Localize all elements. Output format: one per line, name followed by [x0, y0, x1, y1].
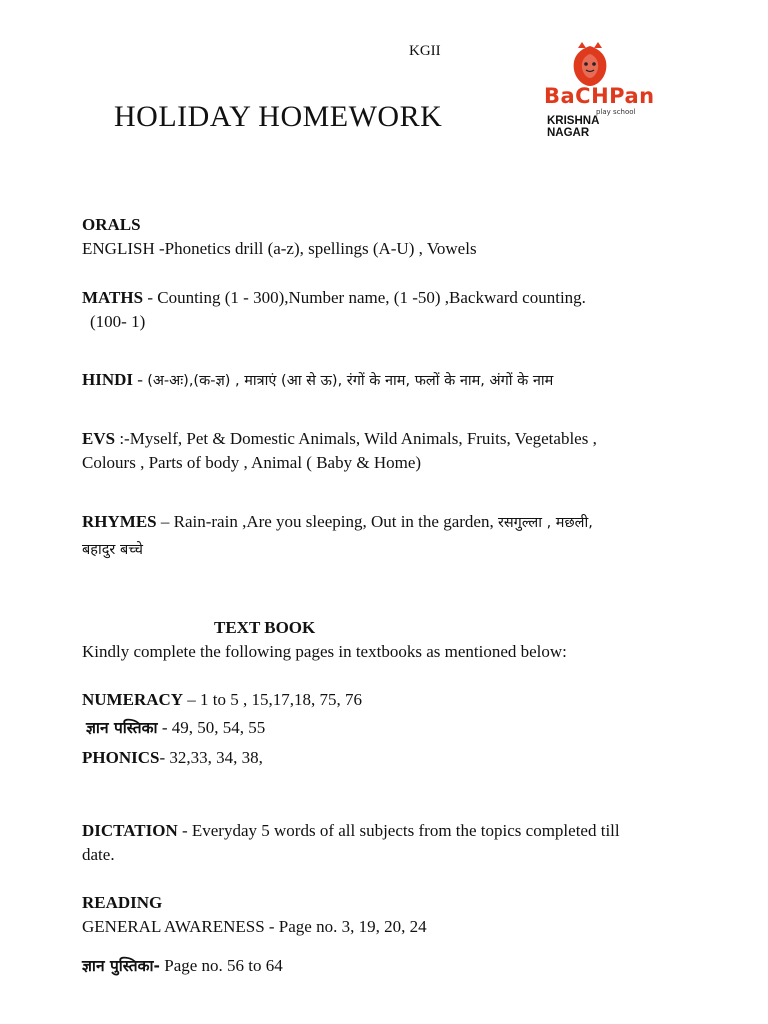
maths-line — [82, 286, 586, 310]
gyan-pustika-line — [82, 954, 283, 978]
dictation-cont: date. — [82, 845, 115, 864]
logo-location: KRISHNA NAGAR — [547, 115, 599, 139]
class-label: KGII — [409, 43, 441, 59]
hindi-text: (अ-अः),(क-ज्ञ) , मात्राएं (आ से ऊ), रंगों के नाम, फलों के नाम, अंगों के नाम — [147, 373, 554, 389]
logo-mark-icon — [568, 42, 612, 88]
school-logo — [538, 42, 655, 139]
hindi-dash: - — [133, 370, 148, 389]
gyan-pastika-text: - 49, 50, 54, 55 — [157, 718, 266, 737]
gyan-pastika-line — [86, 716, 265, 740]
hindi-label: HINDI — [82, 370, 134, 389]
evs-label: EVS — [82, 429, 116, 448]
rhymes-line — [82, 510, 593, 535]
dictation-text: - Everyday 5 words of all subjects from the topics completed till — [177, 821, 620, 840]
gyan-pustika-text: Page no. 56 to 64 — [159, 956, 283, 975]
rhymes-label: RHYMES — [82, 512, 157, 531]
rhymes-hindi: रसगुल्ला , मछली, — [497, 515, 593, 531]
rhymes-cont: बहादुर बच्चे — [82, 542, 143, 558]
hindi-line — [82, 368, 553, 393]
english-line: ENGLISH -Phonetics drill (a-z), spellings (A-U) , Vowels — [82, 239, 477, 258]
phonics-text: - 32,33, 34, 38, — [159, 748, 263, 767]
numeracy-label: NUMERACY — [82, 690, 184, 709]
dictation-label: DICTATION — [82, 821, 178, 840]
page-title: HOLIDAY HOMEWORK — [114, 100, 443, 133]
textbook-intro: Kindly complete the following pages in textbooks as mentioned below: — [82, 642, 567, 661]
evs-text: :-Myself, Pet & Domestic Animals, Wild Animals, Fruits, Vegetables , — [115, 429, 597, 448]
phonics-line — [82, 746, 263, 770]
evs-cont: Colours , Parts of body , Animal ( Baby & Home) — [82, 453, 422, 472]
gyan-pastika-label: ज्ञान पस्तिका — [86, 719, 158, 737]
phonics-label: PHONICS — [82, 748, 160, 767]
reading-heading: READING — [82, 893, 163, 912]
textbook-heading: TEXT BOOK — [214, 618, 316, 637]
orals-heading: ORALS — [82, 215, 141, 234]
dictation-line — [82, 819, 620, 843]
general-awareness-line: GENERAL AWARENESS - Page no. 3, 19, 20, 24 — [82, 917, 427, 936]
maths-label: MATHS — [82, 288, 144, 307]
gyan-pustika-label: ज्ञान पुस्तिका- — [82, 957, 160, 975]
numeracy-line — [82, 688, 362, 712]
maths-text: - Counting (1 - 300),Number name, (1 -50) ,Backward counting. — [143, 288, 586, 307]
logo-brand: BaCHPan — [544, 84, 655, 108]
rhymes-text: – Rain-rain ,Are you sleeping, Out in the garden, — [156, 512, 498, 531]
evs-line — [82, 427, 597, 451]
maths-cont: (100- 1) — [90, 312, 146, 331]
numeracy-text: – 1 to 5 , 15,17,18, 75, 76 — [183, 690, 363, 709]
logo-tagline: play school — [596, 108, 636, 116]
